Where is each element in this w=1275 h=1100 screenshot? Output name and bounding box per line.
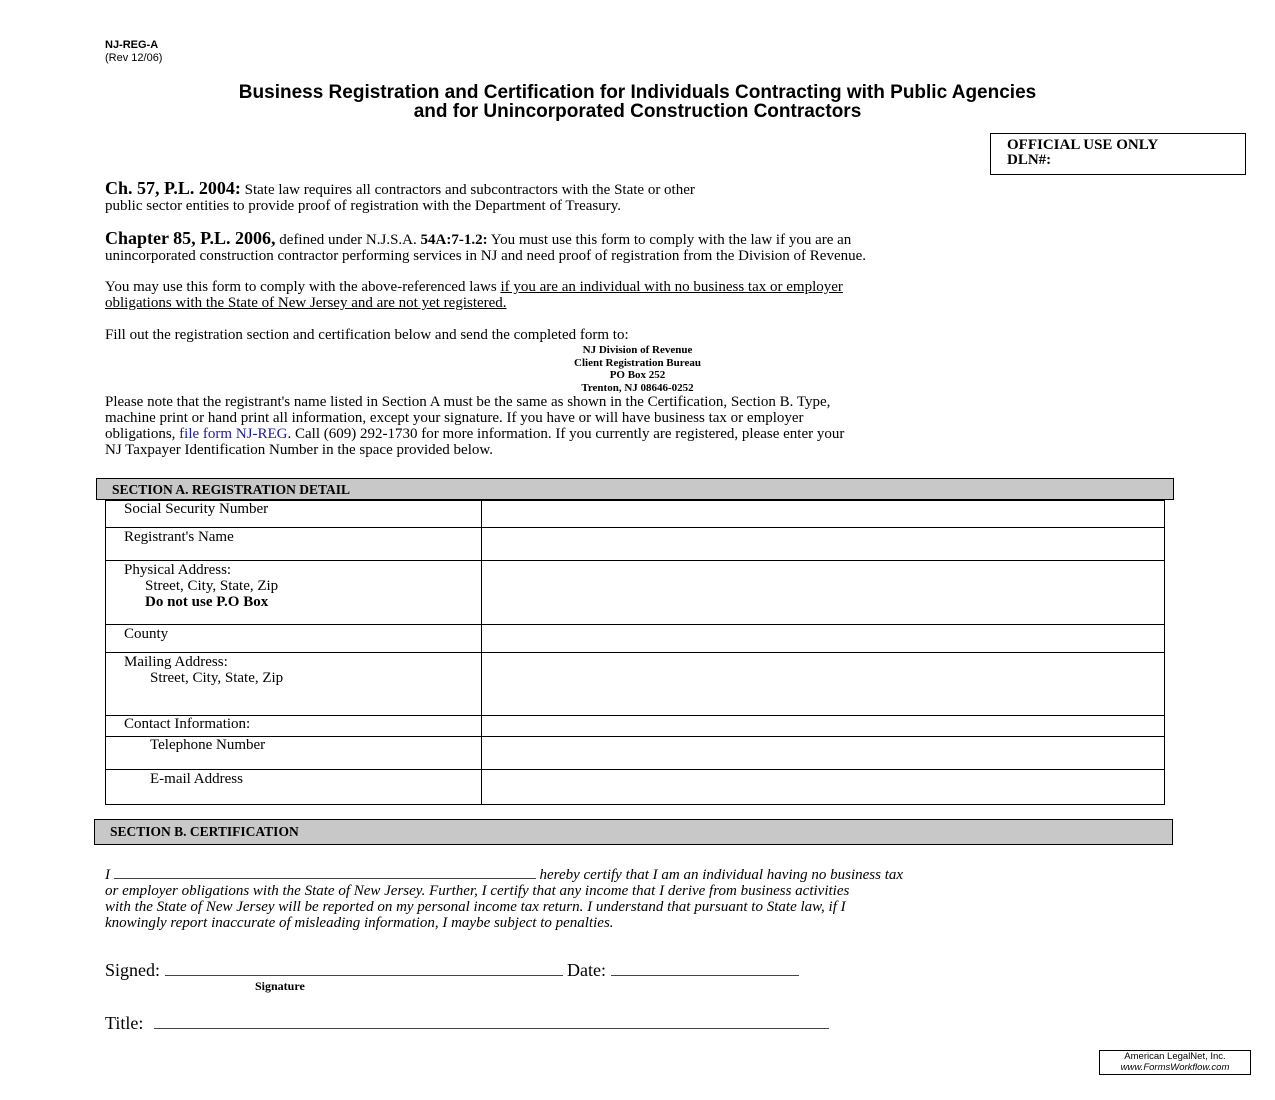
intro-text-2b: unincorporated construction contractor performing services in NJ and need proof of registration from the Division of Revenue.	[105, 248, 867, 264]
footer-line-2: www.FormsWorkflow.com	[1120, 1061, 1230, 1073]
intro-text-1: State law requires all contractors and subcontractors with the State or other	[240, 182, 695, 198]
title-label: Title:	[105, 1013, 144, 1033]
ssn-field[interactable]	[482, 501, 1165, 528]
intro-text-1b: public sector entities to provide proof of registration with the Department of Treasury.	[105, 198, 621, 214]
intro-paragraph-1	[105, 180, 1155, 214]
physical-address-label	[106, 561, 482, 625]
name-label: Registrant's Name	[106, 528, 482, 561]
physical-address-field[interactable]	[482, 561, 1165, 625]
intro-underlined-2: obligations with the State of New Jersey and are not yet registered.	[105, 295, 507, 311]
official-use-label: OFFICIAL USE ONLY	[1007, 137, 1159, 153]
table-row	[106, 737, 1165, 770]
nj-reg-link[interactable]: file form NJ-REG	[179, 426, 288, 442]
table-row	[106, 770, 1165, 805]
note-paragraph	[105, 394, 1155, 458]
email-field[interactable]	[482, 770, 1165, 805]
intro-paragraph-2	[105, 230, 1155, 264]
table-row	[106, 501, 1165, 528]
po-box-note: Do not use P.O Box	[145, 594, 269, 610]
cert-line-2: or employer obligations with the State of New Jersey. Further, I certify that any income that I derive from business activities	[105, 883, 850, 899]
law-citation-2006: Chapter 85, P.L. 2006,	[105, 228, 276, 248]
section-a-header: SECTION A. REGISTRATION DETAIL	[96, 478, 1174, 500]
table-row	[106, 625, 1165, 653]
table-row	[106, 716, 1165, 737]
cert-line-3: with the State of New Jersey will be reported on my personal income tax return. I understand that pursuant to State law, if I	[105, 899, 846, 915]
signature-line[interactable]	[165, 961, 563, 976]
table-row	[106, 528, 1165, 561]
address-line-3: PO Box 252	[609, 369, 666, 381]
table-row	[106, 653, 1165, 716]
send-instruction: Fill out the registration section and certification below and send the completed form to:	[105, 327, 629, 343]
ssn-label: Social Security Number	[106, 501, 482, 528]
address-line-4: Trenton, NJ 08646-0252	[581, 381, 694, 394]
note-text-3-post: . Call (609) 292-1730 for more information. If you currently are registered, please enter your	[287, 426, 845, 442]
address-line-2: Client Registration Bureau	[574, 356, 701, 369]
county-label: County	[106, 625, 482, 653]
note-text-4: NJ Taxpayer Identification Number in the space provided below.	[105, 442, 493, 458]
intro-paragraph-3	[105, 279, 1155, 311]
signature-row	[105, 960, 799, 981]
registration-table	[105, 500, 1165, 805]
form-code: NJ-REG-A	[105, 39, 159, 51]
email-label: E-mail Address	[106, 770, 482, 805]
note-text-1: Please note that the registrant's name listed in Section A must be the same as shown in the Certification, Section B. Type,	[105, 394, 831, 410]
date-label: Date:	[567, 960, 606, 980]
intro-text-2: You must use this form to comply with the law if you are an	[487, 232, 852, 248]
page-title	[0, 83, 1275, 121]
county-field[interactable]	[482, 625, 1165, 653]
intro-defined: defined under N.J.S.A.	[275, 232, 421, 248]
physical-address-sub: Street, City, State, Zip	[145, 578, 279, 594]
contact-field	[482, 716, 1165, 737]
mailing-address-field[interactable]	[482, 653, 1165, 716]
form-revision: (Rev 12/06)	[105, 52, 163, 64]
title-line-1: Business Registration and Certification for Individuals Contracting with Public Agencies	[238, 82, 1037, 103]
telephone-label: Telephone Number	[106, 737, 482, 770]
mailing-address-sub: Street, City, State, Zip	[150, 670, 284, 686]
law-citation-2004: Ch. 57, P.L. 2004:	[105, 178, 241, 198]
official-use-box	[990, 133, 1246, 175]
certifier-name-line[interactable]	[114, 864, 536, 879]
mailing-address-block	[0, 344, 1275, 394]
table-row	[106, 561, 1165, 625]
contact-label: Contact Information:	[106, 716, 482, 737]
note-text-3-pre: obligations,	[105, 426, 180, 442]
signature-caption: Signature	[255, 979, 305, 993]
intro-underlined: if you are an individual with no business tax or employer	[500, 279, 843, 295]
intro-text-3: You may use this form to comply with the above-referenced laws	[105, 279, 501, 295]
title-line-2: and for Unincorporated Construction Contractors	[413, 101, 862, 122]
cert-line-1: hereby certify that I am an individual having no business tax	[535, 867, 904, 883]
title-row	[105, 1013, 829, 1034]
footer-brand-box	[1099, 1050, 1251, 1075]
dln-label: DLN#:	[1007, 152, 1052, 168]
physical-address-title: Physical Address:	[124, 562, 232, 578]
telephone-field[interactable]	[482, 737, 1165, 770]
certification-text	[105, 864, 1165, 931]
date-line[interactable]	[611, 961, 799, 976]
note-text-2: machine print or hand print all information, except your signature. If you have or will have business tax or employer	[105, 410, 804, 426]
name-field[interactable]	[482, 528, 1165, 561]
title-line[interactable]	[154, 1014, 829, 1029]
cert-line-4: knowingly report inaccurate of misleading information, I maybe subject to penalties.	[105, 915, 614, 931]
footer-line-1: American LegalNet, Inc.	[1124, 1051, 1226, 1062]
signed-label: Signed:	[105, 960, 161, 980]
section-b-header: SECTION B. CERTIFICATION	[94, 819, 1173, 845]
statute-citation: 54A:7-1.2:	[420, 232, 488, 248]
mailing-address-title: Mailing Address:	[124, 654, 228, 670]
address-line-1: NJ Division of Revenue	[582, 344, 693, 356]
mailing-address-label	[106, 653, 482, 716]
cert-i: I	[105, 867, 110, 883]
